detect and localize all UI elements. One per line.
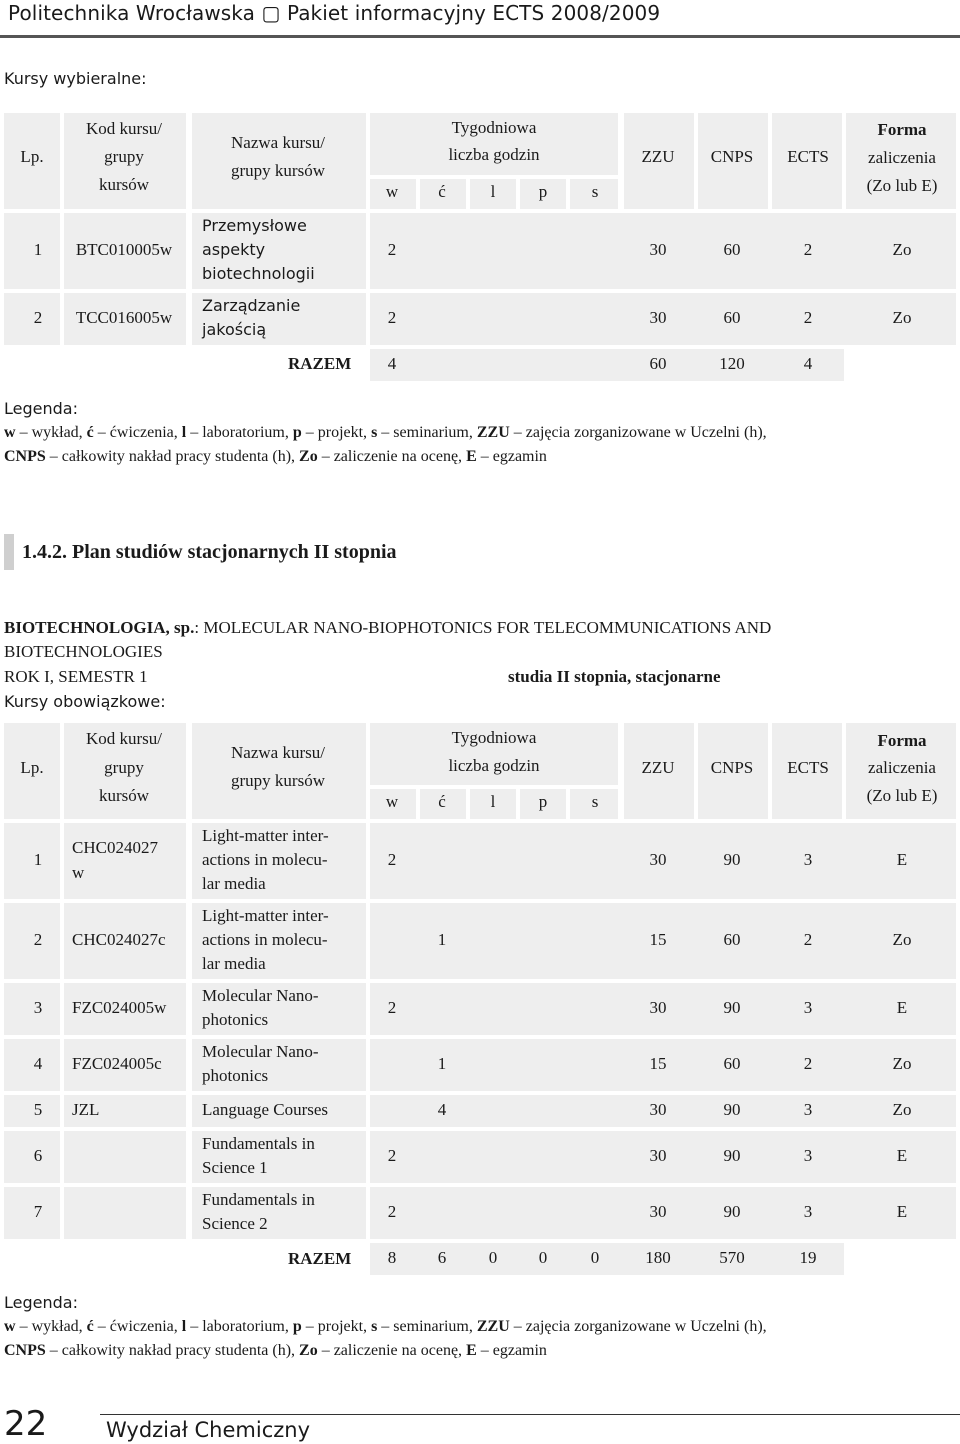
legend-desc: – egzamin [476, 448, 547, 465]
total-s: 0 [590, 1248, 600, 1267]
legend1-line1 [4, 420, 767, 445]
footer-rule [100, 1414, 960, 1415]
row-zzu: 30 [649, 1146, 667, 1165]
col-forma: zaliczenia [868, 148, 936, 167]
row-cnps: 90 [723, 998, 741, 1017]
row-w: 2 [387, 998, 397, 1017]
row-cnps: 90 [723, 850, 741, 869]
total-label: RAZEM [288, 1249, 352, 1268]
heading-bar [4, 534, 14, 570]
legend-desc: – seminarium, [377, 424, 477, 441]
row-kod: BTC010005w [75, 240, 173, 259]
program-specialization: : MOLECULAR NANO-BIOPHOTONICS FOR TELECOMMUNICATIONS AND [194, 618, 772, 637]
row-kod: FZC024005w [72, 998, 167, 1017]
legend-abbr: ć [86, 1318, 94, 1335]
legend-desc: – projekt, [301, 1318, 372, 1335]
row-cnps: 60 [723, 1054, 741, 1073]
col-c: ć [438, 182, 446, 201]
program-field: BIOTECHNOLOGIA, sp. [4, 618, 195, 637]
legend-abbr: ZZU [476, 1318, 510, 1335]
row-cnps: 90 [723, 1100, 741, 1119]
col-kod: Kod kursu/ [85, 119, 163, 138]
total-cnps: 120 [719, 354, 745, 373]
total-c: 6 [437, 1248, 447, 1267]
row-forma: E [896, 1202, 908, 1221]
row-nazwa: Light-matter inter- [202, 826, 329, 845]
row-w: 2 [387, 240, 397, 259]
legend-desc: – całkowity nakład pracy studenta (h), [45, 1342, 300, 1359]
table-row-cell [4, 293, 60, 345]
legend2-line2 [4, 1338, 547, 1363]
row-c: 1 [437, 930, 447, 949]
col-kod: grupy [104, 758, 144, 777]
legend-abbr: Zo [299, 448, 318, 465]
col-kod: kursów [98, 175, 150, 194]
legend1-line2 [4, 444, 547, 469]
row-nazwa: photonics [202, 1010, 269, 1029]
row-lp: 4 [33, 1054, 43, 1073]
row-zzu: 30 [649, 240, 667, 259]
row-zzu: 30 [649, 308, 667, 327]
table-row-cell [64, 1131, 186, 1183]
row-nazwa: Zarządzanie [202, 296, 301, 315]
row-forma: Zo [892, 930, 912, 949]
header-subtitle: Pakiet informacyjny ECTS 2008/2009 [286, 1, 661, 25]
header-title: Politechnika Wrocławska [8, 1, 255, 25]
legend-abbr: l [181, 1318, 187, 1335]
total-row [370, 349, 844, 381]
table-row-cell [4, 1039, 60, 1091]
legend-abbr: ZZU [476, 424, 510, 441]
row-nazwa: Fundamentals in [202, 1190, 315, 1209]
col-tyg: Tygodniowa [451, 728, 537, 747]
row-zzu: 15 [649, 1054, 667, 1073]
col-s: s [591, 182, 599, 201]
legend-abbr: Zo [299, 1342, 318, 1359]
table-row-cell [4, 1187, 60, 1239]
row-forma: E [896, 998, 908, 1017]
col-zzu: ZZU [641, 758, 675, 777]
total-ects: 4 [803, 354, 813, 373]
col-cnps: CNPS [710, 758, 754, 777]
row-cnps: 60 [723, 930, 741, 949]
legend-abbr: w [4, 1318, 16, 1335]
row-kod: JZL [72, 1100, 100, 1119]
legend-abbr: CNPS [4, 448, 46, 465]
legend-abbr: w [4, 424, 16, 441]
row-w: 2 [387, 308, 397, 327]
row-nazwa: biotechnologii [202, 264, 315, 283]
legend-desc: – egzamin [476, 1342, 547, 1359]
col-kod: Kod kursu/ [85, 729, 163, 748]
total-zzu: 60 [649, 354, 667, 373]
row-forma: Zo [892, 1054, 912, 1073]
col-nazwa: grupy kursów [231, 771, 325, 790]
row-nazwa: lar media [202, 874, 266, 893]
page-number: 22 [4, 1404, 48, 1444]
row-cnps: 60 [723, 308, 741, 327]
plan-heading: 1.4.2. Plan studiów stacjonarnych II stopnia [22, 541, 397, 563]
row-nazwa: Molecular Nano- [202, 986, 319, 1005]
col-ects: ECTS [787, 147, 829, 166]
row-lp: 7 [33, 1202, 43, 1221]
col-forma: Forma [877, 120, 927, 139]
col-s: s [591, 792, 599, 811]
row-ects: 3 [803, 1146, 813, 1165]
row-forma: E [896, 1146, 908, 1165]
legend-desc: – zaliczenie na ocenę, [317, 1342, 467, 1359]
col-cnps: CNPS [710, 147, 754, 166]
row-nazwa: Fundamentals in [202, 1134, 315, 1153]
legend-abbr: E [466, 448, 477, 465]
col-nazwa: grupy kursów [231, 161, 325, 180]
col-tyg: liczba godzin [448, 145, 540, 164]
col-nazwa: Nazwa kursu/ [231, 133, 325, 152]
row-lp: 2 [33, 930, 43, 949]
row-ects: 2 [803, 308, 813, 327]
col-forma: (Zo lub E) [866, 786, 938, 805]
program-line3: ROK I, SEMESTR 1 [4, 667, 148, 686]
row-kod: w [72, 863, 85, 882]
col-tyg: liczba godzin [448, 756, 540, 775]
legend-desc: – wykład, [15, 424, 87, 441]
col-forma: zaliczenia [868, 758, 936, 777]
legend-desc: – zajęcia zorganizowane w Uczelni (h), [509, 1318, 767, 1335]
row-c: 1 [437, 1054, 447, 1073]
legend-desc: – ćwiczenia, [93, 424, 182, 441]
row-nazwa: actions in molecu- [202, 930, 328, 949]
section2-heading: Kursy obowiązkowe: [4, 692, 166, 711]
table-row-cell [4, 213, 60, 289]
legend-abbr: E [466, 1342, 477, 1359]
col-nazwa: Nazwa kursu/ [231, 743, 325, 762]
legend-desc: – laboratorium, [186, 1318, 293, 1335]
row-lp: 1 [33, 850, 43, 869]
row-ects: 2 [803, 1054, 813, 1073]
section1-heading: Kursy wybieralne: [4, 69, 147, 88]
footer-faculty: Wydział Chemiczny [106, 1418, 311, 1442]
row-nazwa: Light-matter inter- [202, 906, 329, 925]
row-nazwa: Przemysłowe [202, 216, 307, 235]
table-row-cell [4, 903, 60, 979]
row-nazwa: photonics [202, 1066, 269, 1085]
legend1-title: Legenda: [4, 399, 78, 418]
legend-abbr: s [371, 424, 378, 441]
row-w: 2 [387, 1202, 397, 1221]
row-cnps: 90 [723, 1146, 741, 1165]
row-w: 2 [387, 1146, 397, 1165]
col-lp: Lp. [20, 147, 44, 166]
total-label: RAZEM [288, 354, 352, 373]
page-header [0, 0, 960, 36]
header-text [8, 1, 660, 25]
col-l: l [490, 182, 496, 201]
col-w: w [385, 182, 399, 201]
total-zzu: 180 [645, 1248, 671, 1267]
row-nazwa: lar media [202, 954, 266, 973]
legend-abbr: s [371, 1318, 378, 1335]
col-ects: ECTS [787, 758, 829, 777]
legend-abbr: p [292, 424, 302, 441]
legend2-line1 [4, 1314, 767, 1339]
col-p: p [538, 792, 548, 811]
row-kod: CHC024027 [72, 838, 158, 857]
col-lp: Lp. [20, 758, 44, 777]
table-row-cell [64, 1187, 186, 1239]
header-rule [0, 35, 960, 38]
program-study-mode: studia II stopnia, stacjonarne [508, 667, 721, 686]
legend-desc: – laboratorium, [186, 424, 293, 441]
total-ects: 19 [799, 1248, 817, 1267]
legend-abbr: l [181, 424, 187, 441]
table-row-cell [4, 1131, 60, 1183]
row-c: 4 [437, 1100, 447, 1119]
legend-desc: – zaliczenie na ocenę, [317, 448, 467, 465]
col-c: ć [438, 792, 446, 811]
row-lp: 6 [33, 1146, 43, 1165]
row-forma: Zo [892, 308, 912, 327]
table-row-cell [64, 823, 186, 899]
table-row-cell [4, 1095, 60, 1127]
col-tyg: Tygodniowa [451, 118, 537, 137]
legend-desc: – seminarium, [377, 1318, 477, 1335]
row-forma: E [896, 850, 908, 869]
row-ects: 3 [803, 998, 813, 1017]
row-forma: Zo [892, 240, 912, 259]
row-zzu: 30 [649, 1100, 667, 1119]
row-nazwa: Science 1 [202, 1158, 268, 1177]
program-line2: BIOTECHNOLOGIES [4, 642, 163, 661]
col-forma: (Zo lub E) [866, 176, 938, 195]
legend-abbr: CNPS [4, 1342, 46, 1359]
row-ects: 3 [803, 1100, 813, 1119]
row-lp: 1 [33, 240, 43, 259]
row-kod: FZC024005c [72, 1054, 162, 1073]
col-kod: kursów [98, 786, 150, 805]
total-p: 0 [538, 1248, 548, 1267]
table-row-cell [4, 823, 60, 899]
legend-abbr: ć [86, 424, 94, 441]
row-nazwa: Language Courses [202, 1100, 329, 1119]
row-kod: CHC024027c [72, 930, 166, 949]
total-w: 4 [387, 354, 397, 373]
legend-desc: – całkowity nakład pracy studenta (h), [45, 448, 300, 465]
row-lp: 5 [33, 1100, 43, 1119]
legend-desc: – wykład, [15, 1318, 87, 1335]
col-zzu: ZZU [641, 147, 675, 166]
table-row-cell [4, 983, 60, 1035]
row-ects: 3 [803, 1202, 813, 1221]
row-zzu: 30 [649, 998, 667, 1017]
col-forma: Forma [877, 731, 927, 750]
legend-desc: – projekt, [301, 424, 372, 441]
row-ects: 2 [803, 930, 813, 949]
legend2-title: Legenda: [4, 1293, 78, 1312]
row-cnps: 60 [723, 240, 741, 259]
row-nazwa: Science 2 [202, 1214, 268, 1233]
row-nazwa: Molecular Nano- [202, 1042, 319, 1061]
row-nazwa: jakością [202, 320, 267, 339]
total-l: 0 [488, 1248, 498, 1267]
row-zzu: 30 [649, 850, 667, 869]
total-cnps: 570 [719, 1248, 745, 1267]
row-nazwa: actions in molecu- [202, 850, 328, 869]
row-cnps: 90 [723, 1202, 741, 1221]
legend-abbr: p [292, 1318, 302, 1335]
col-w: w [385, 792, 399, 811]
total-w: 8 [387, 1248, 397, 1267]
row-lp: 3 [33, 998, 43, 1017]
row-kod: TCC016005w [75, 308, 173, 327]
separator-icon: ▢ [261, 1, 281, 25]
row-ects: 2 [803, 240, 813, 259]
legend-desc: – zajęcia zorganizowane w Uczelni (h), [509, 424, 767, 441]
program-line1 [4, 618, 771, 638]
row-zzu: 30 [649, 1202, 667, 1221]
row-nazwa: aspekty [202, 240, 266, 259]
row-zzu: 15 [649, 930, 667, 949]
row-w: 2 [387, 850, 397, 869]
row-forma: Zo [892, 1100, 912, 1119]
row-ects: 3 [803, 850, 813, 869]
col-kod: grupy [104, 147, 144, 166]
legend-desc: – ćwiczenia, [93, 1318, 182, 1335]
col-l: l [490, 792, 496, 811]
row-lp: 2 [33, 308, 43, 327]
col-p: p [538, 182, 548, 201]
